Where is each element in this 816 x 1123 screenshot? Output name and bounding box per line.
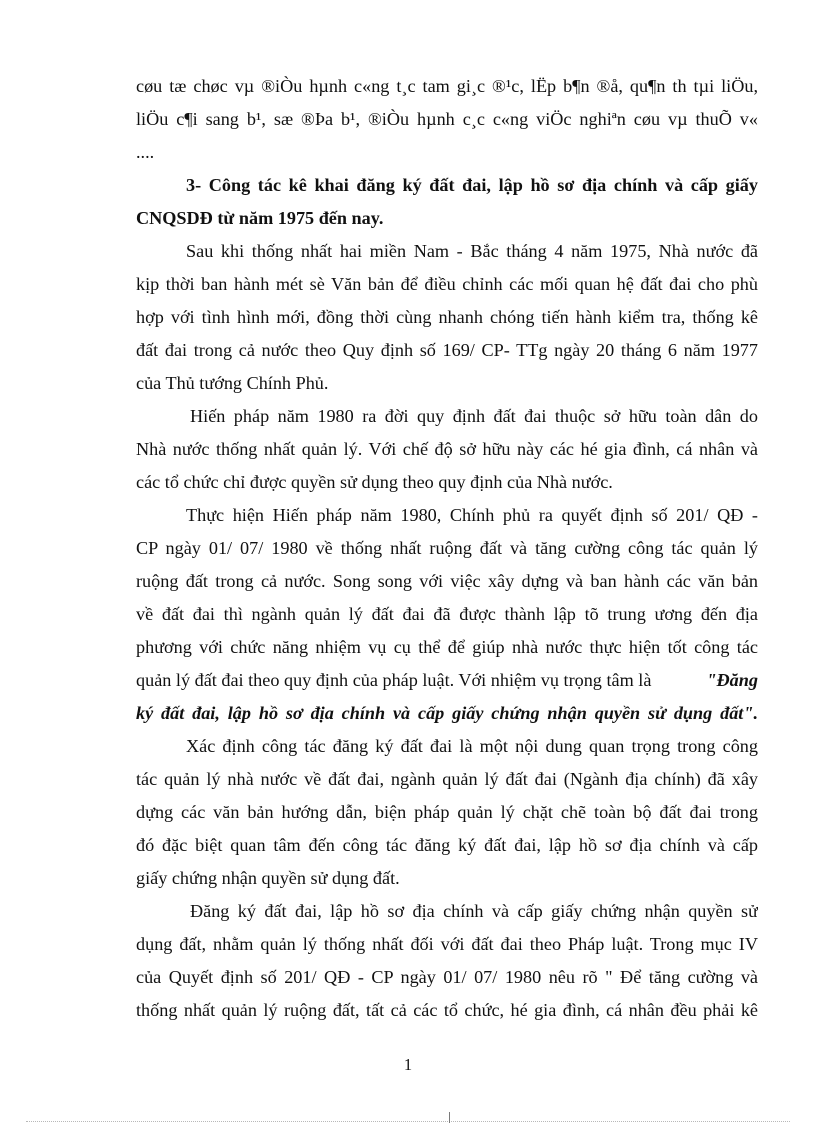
- text-line: Xác định công tác đăng ký đất đai là một nội dung quan trọng trong công: [186, 736, 758, 756]
- page-bottom-rule: [26, 1121, 790, 1122]
- text-line: kịp thời ban hành mét sè Văn bản để điều chỉnh các mối quan hệ đất đai cho phù: [136, 274, 758, 294]
- text-line: dựng các văn bản hướng dẫn, biện pháp quản lý chặt chẽ toàn bộ đất đai trong: [136, 802, 758, 822]
- text-line: thống nhất quản lý ruộng đất, tất cả các tổ chức, hé gia đình, cá nhân đều phải kê: [136, 1000, 758, 1020]
- text-line: phương với chức năng nhiệm vụ cụ thể để giúp nhà nước thực hiện tốt công tác: [136, 637, 758, 657]
- text-line: của Quyết định số 201/ QĐ - CP ngày 01/ 07/ 1980 nêu rõ " Để tăng cường và: [136, 967, 758, 987]
- text-line: liÖu c¶i sang b¹, sæ ®Þa b¹, ®iÒu hµnh c¸c c«ng viÖc nghiªn cøu vµ thuÕ v«: [136, 109, 758, 129]
- text-line: đất đai trong cả nước theo Quy định số 169/ CP- TTg ngày 20 tháng 6 năm 1977: [136, 340, 758, 360]
- text-line: của Thủ tướng Chính Phủ.: [136, 373, 329, 393]
- text-line: tác quản lý nhà nước về đất đai, ngành quản lý đất đai (Ngành địa chính) đã xây: [136, 769, 758, 789]
- text-line: Sau khi thống nhất hai miền Nam - Bắc tháng 4 năm 1975, Nhà nước đã: [186, 241, 758, 261]
- text-line: CP ngày 01/ 07/ 1980 về thống nhất ruộng đất và tăng cường công tác quản lý: [136, 538, 758, 558]
- page-center-tick: [449, 1112, 450, 1123]
- emphasis-text: "Đăng: [706, 670, 758, 690]
- text-line: về đất đai thì ngành quản lý đất đai đã được thành lập tõ trung ương đến địa: [136, 604, 758, 624]
- text-line: đó đặc biệt quan tâm đến công tác đăng ký đất đai, lập hồ sơ địa chính và cấp: [136, 835, 758, 855]
- section-heading: CNQSDĐ từ năm 1975 đến nay.: [136, 208, 384, 228]
- text-line: Đăng ký đất đai, lập hồ sơ địa chính và cấp giấy chứng nhận quyền sử: [190, 901, 758, 921]
- text-line: ....: [136, 142, 155, 162]
- text-line: giấy chứng nhận quyền sử dụng đất.: [136, 868, 400, 888]
- text-line: cøu tæ chøc vµ ®iÒu hµnh c«ng t¸c tam gi¸c ®¹c, lËp b¶n ®å, qu¶n th tµi liÖu,: [136, 76, 758, 96]
- text-line: Thực hiện Hiến pháp năm 1980, Chính phủ ra quyết định số 201/ QĐ -: [186, 505, 758, 525]
- emphasis-text: ký đất đai, lập hồ sơ địa chính và cấp giấy chứng nhận quyền sử dụng đất".: [136, 703, 758, 723]
- text-line: Nhà nước thống nhất quản lý. Với chế độ sở hữu này các hé gia đình, cá nhân và: [136, 439, 758, 459]
- text-line: các tổ chức chỉ được quyền sử dụng theo quy định của Nhà nước.: [136, 472, 613, 492]
- section-heading: 3- Công tác kê khai đăng ký đất đai, lập hồ sơ địa chính và cấp giấy: [186, 175, 758, 195]
- text-line: ruộng đất trong cả nước. Song song với việc xây dựng và ban hành các văn bản: [136, 571, 758, 591]
- text-line: dụng đất, nhằm quản lý thống nhất đối với đất đai theo Pháp luật. Trong mục IV: [136, 934, 758, 954]
- text-run: quản lý đất đai theo quy định của pháp luật. Với nhiệm vụ trọng tâm là: [136, 670, 652, 690]
- text-line: Hiến pháp năm 1980 ra đời quy định đất đai thuộc sở hữu toàn dân do: [190, 406, 758, 426]
- page-number: 1: [403, 1055, 413, 1074]
- text-line: hợp với tình hình mới, đồng thời cùng nhanh chóng tiến hành kiểm tra, thống kê: [136, 307, 758, 327]
- text-line: [136, 668, 758, 692]
